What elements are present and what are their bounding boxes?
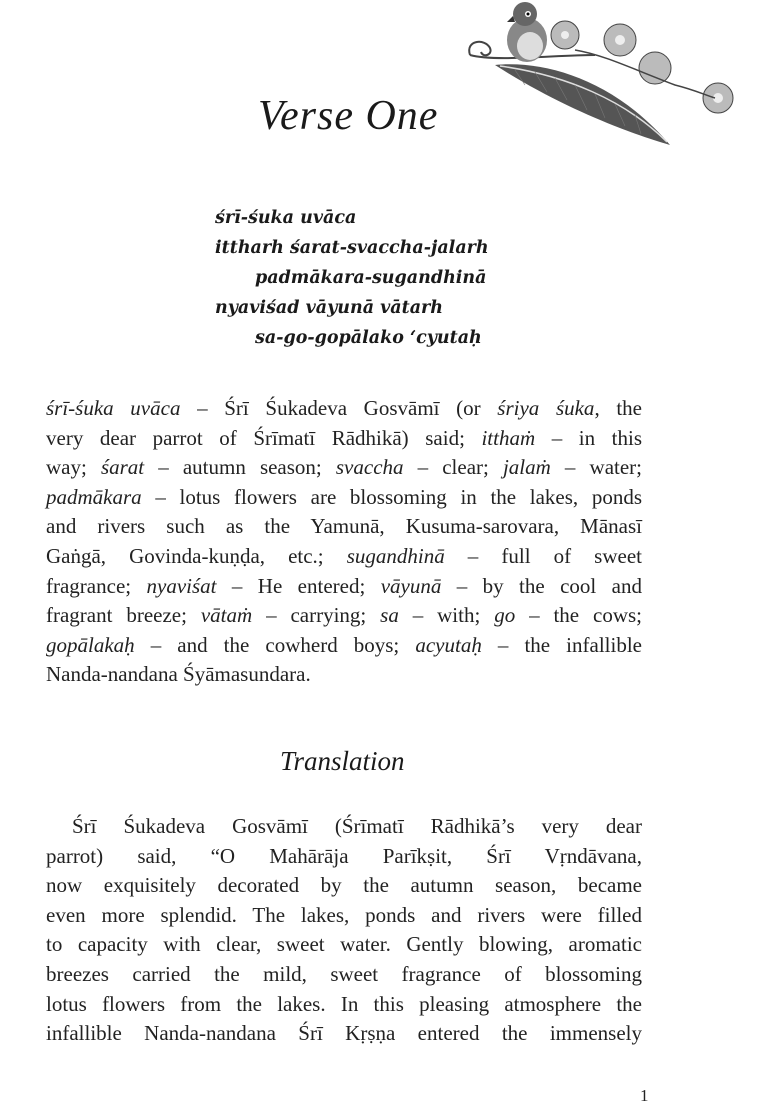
text-segment: – with; — [398, 603, 495, 628]
text-line — [46, 453, 642, 483]
text-segment: – water; — [550, 455, 642, 480]
text-segment: to capacity with clear, sweet water. Gently blowing, aromatic — [46, 932, 642, 957]
parrot-illustration — [455, 0, 745, 160]
sanskrit-term: nyaviśat — [146, 573, 217, 598]
text-segment: Śrī Śukadeva Gosvāmī (Śrīmatī Rādhikā’s very dear — [72, 814, 642, 838]
text-segment: – by the cool and — [441, 573, 642, 598]
translation-heading: Translation — [280, 746, 405, 776]
text-segment: infallible Nanda-nandana Śrī Kṛṣṇa entered the immensely — [46, 1021, 642, 1046]
text-segment: way; — [46, 455, 101, 480]
text-line — [46, 871, 642, 901]
text-segment: even more splendid. The lakes, ponds and rivers were filled — [46, 902, 642, 927]
text-segment: – He entered; — [216, 573, 381, 598]
sanskrit-term: śrī-śuka uvāca — [46, 396, 181, 420]
verse-line: śrī-śuka uvāca — [215, 208, 357, 228]
sanskrit-term: svaccha — [335, 455, 404, 480]
verse-line: ittharh śarat-svaccha-jalarh — [215, 238, 489, 258]
text-segment: fragrance; — [46, 573, 147, 598]
text-segment: Gaṅgā, Govinda-kuṇḍa, etc.; — [46, 543, 347, 568]
text-segment: now exquisitely decorated by the autumn season, became — [46, 873, 642, 898]
text-line — [46, 424, 642, 454]
text-segment: – full of sweet — [444, 543, 642, 568]
text-line — [46, 631, 642, 661]
text-line — [46, 1019, 642, 1049]
sanskrit-term: padmākara — [46, 484, 142, 509]
text-segment: – autumn season; — [144, 455, 336, 480]
sanskrit-term: itthaṁ — [481, 425, 536, 450]
text-segment: – lotus flowers are blossoming in the lakes, ponds — [141, 484, 642, 509]
sanskrit-term: sugandhinā — [346, 543, 445, 568]
verse-text — [215, 203, 489, 353]
word-for-word-synonyms — [46, 394, 642, 690]
text-segment: , the — [594, 396, 642, 420]
text-segment: lotus flowers from the lakes. In this pleasing atmosphere the — [46, 991, 642, 1016]
text-line — [46, 660, 642, 690]
sanskrit-term: vāyunā — [380, 573, 442, 598]
page-number: 1 — [640, 1086, 649, 1105]
text-segment: – carrying; — [252, 603, 381, 628]
text-line — [46, 572, 642, 602]
text-line — [46, 512, 642, 542]
text-line — [46, 842, 642, 872]
text-line — [46, 394, 642, 424]
sanskrit-term: śriya śuka — [497, 396, 595, 420]
verse-line: sa-go-gopālako ‘cyutaḥ — [255, 328, 482, 348]
text-segment: – in this — [535, 425, 642, 450]
sanskrit-term: vātaṁ — [200, 603, 253, 628]
verse-line: padmākara-sugandhinā — [255, 268, 487, 288]
text-line — [46, 542, 642, 572]
text-line — [46, 483, 642, 513]
verse-line: nyaviśad vāyunā vātarh — [215, 298, 443, 318]
sanskrit-term: sa — [380, 603, 399, 628]
page-title: Verse One — [258, 93, 439, 139]
text-line — [46, 901, 642, 931]
text-segment: – and the cowherd boys; — [134, 632, 416, 657]
text-segment: and rivers such as the Yamunā, Kusuma-sarovara, Mānasī — [46, 514, 642, 539]
text-line — [46, 960, 642, 990]
sanskrit-term: go — [494, 603, 516, 628]
text-segment: – the infallible — [481, 632, 642, 657]
sanskrit-term: jalaṁ — [502, 455, 551, 480]
text-segment: fragrant breeze; — [46, 603, 201, 628]
text-segment: breezes carried the mild, sweet fragrance of blossoming — [46, 961, 642, 986]
text-line — [46, 601, 642, 631]
text-line — [46, 990, 642, 1020]
text-line — [46, 930, 642, 960]
text-segment: Nanda-nandana Śyāmasundara. — [46, 662, 311, 687]
text-segment: parrot) said, “O Mahārāja Parīkṣit, Śrī Vṛndāvana, — [46, 843, 642, 868]
sanskrit-term: gopālakaḥ — [46, 632, 135, 657]
text-segment: – clear; — [403, 455, 503, 480]
translation-paragraph — [46, 812, 642, 1049]
text-segment: – Śrī Śukadeva Gosvāmī (or — [180, 396, 498, 420]
sanskrit-term: śarat — [100, 455, 145, 480]
sanskrit-term: acyutaḥ — [415, 632, 482, 657]
text-line — [46, 812, 642, 842]
text-segment: very dear parrot of Śrīmatī Rādhikā) said; — [46, 425, 482, 450]
text-segment: – the cows; — [515, 603, 643, 628]
